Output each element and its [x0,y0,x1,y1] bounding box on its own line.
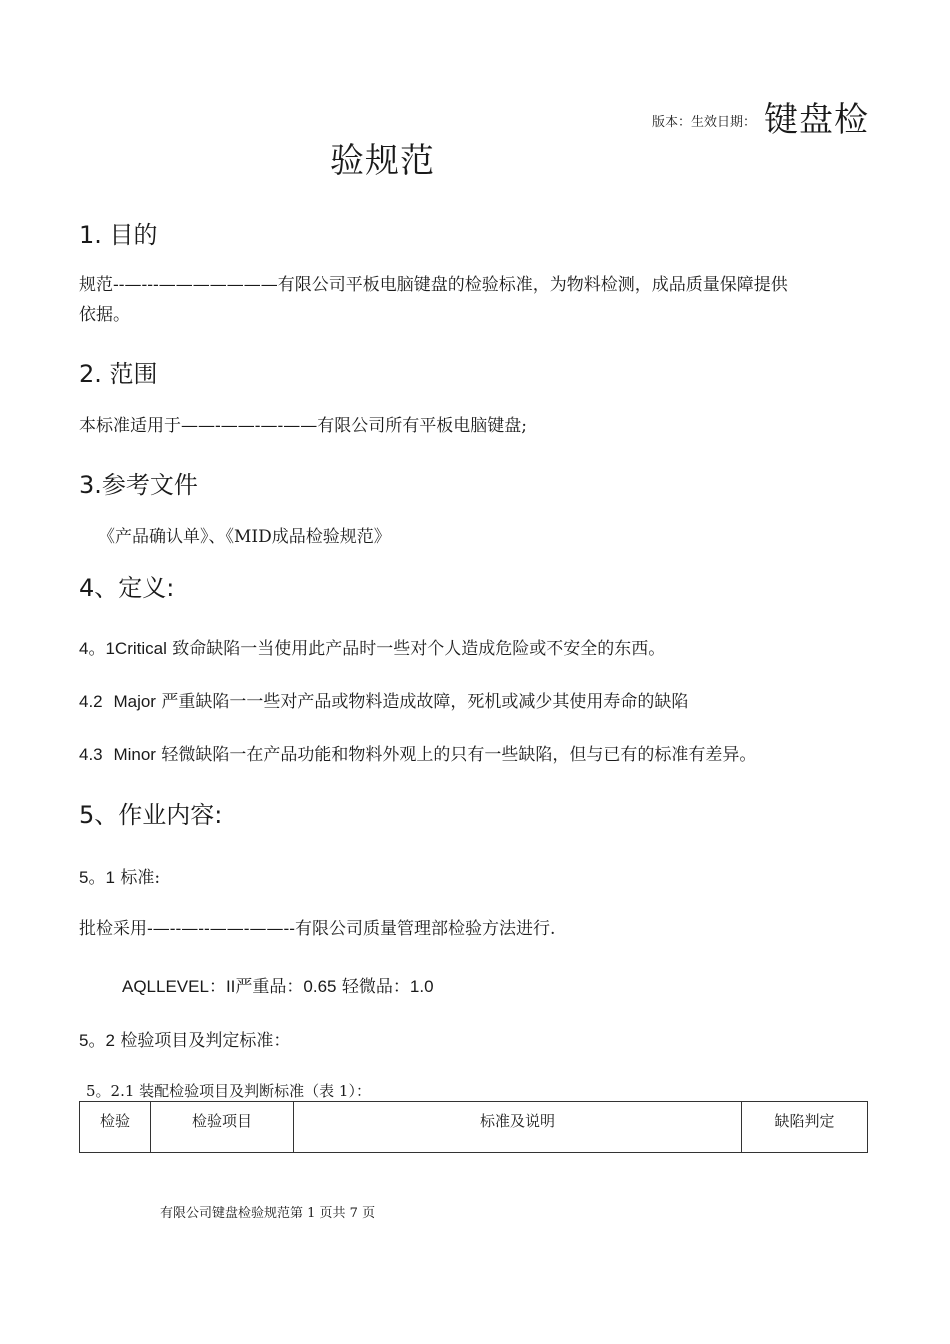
inspection-table [79,1101,868,1153]
scope-text: 本标准适用于——-——-—-——有限公司所有平板电脑键盘; [79,416,527,436]
version-effective-date: 版本：生效日期： [652,115,757,130]
definition-number: 4.3 [79,745,103,764]
inspection-method-text: 批检采用-—--—--——-——--有限公司质量管理部检验方法进行. [79,919,556,939]
definition-item-critical [79,634,665,664]
references-text: 《产品确认单》、《MID成品检验规范》 [98,527,391,547]
aql-level: II [225,977,236,996]
table-header-cell: 标准及说明 [294,1102,742,1153]
aql-minor-value: 1.0 [409,977,434,996]
section-heading-purpose: 1. 目的 [79,221,158,249]
table-header-cell: 检验 [80,1102,151,1153]
aql-label: AQLLEVEL： [122,977,226,996]
page-title-part1: 键盘检 [764,100,869,140]
subsection-number: 5。2 [79,1031,115,1050]
definition-term: Minor [113,745,156,764]
table-header-cell: 缺陷判定 [742,1102,868,1153]
section-heading-scope: 2. 范围 [79,360,158,388]
purpose-text-line2: 依据。 [79,305,130,325]
subsection-standard [79,863,160,893]
subsection-inspection-items [79,1026,290,1056]
table-header-row [80,1102,868,1153]
definition-description: 严重缺陷一一些对产品或物料造成故障，死机或减少其使用寿命的缺陷 [161,692,689,712]
aql-line [122,972,434,1002]
definition-description: 致命缺陷一当使用此产品时一些对个人造成危险或不安全的东西。 [172,639,666,659]
aql-major-value: 0.65 [303,977,337,996]
purpose-text-line1: 规范--—---———————有限公司平板电脑键盘的检验标准，为物料检测，成品质量保障提供 [79,275,788,295]
definition-item-minor [79,740,756,770]
definition-number: 4.2 [79,692,103,711]
page-footer: 有限公司键盘检验规范第 1 页共 7 页 [160,1206,376,1221]
definition-term: Critical [114,639,167,658]
subsection-label: 检验项目及判定标准： [120,1031,291,1051]
definition-term: Major [113,692,156,711]
definition-item-major [79,687,688,717]
aql-minor-label: 轻微品： [341,977,410,997]
subsection-number: 5。1 [79,868,115,887]
definition-description: 轻微缺陷一在产品功能和物料外观上的只有一些缺陷，但与已有的标准有差异。 [161,745,757,765]
table-header-cell: 检验项目 [151,1102,294,1153]
subsection-label: 标准: [120,868,161,888]
section-heading-definitions: 4、定义: [79,574,175,602]
aql-major-label: 严重品： [235,977,304,997]
definition-number: 4。1 [79,639,115,658]
table-caption: 5。2.1 装配检验项目及判断标准（表 1）： [86,1082,371,1100]
section-heading-references: 3.参考文件 [79,471,198,499]
section-heading-work-content: 5、作业内容: [79,801,223,829]
page-title-part2: 验规范 [330,141,435,181]
